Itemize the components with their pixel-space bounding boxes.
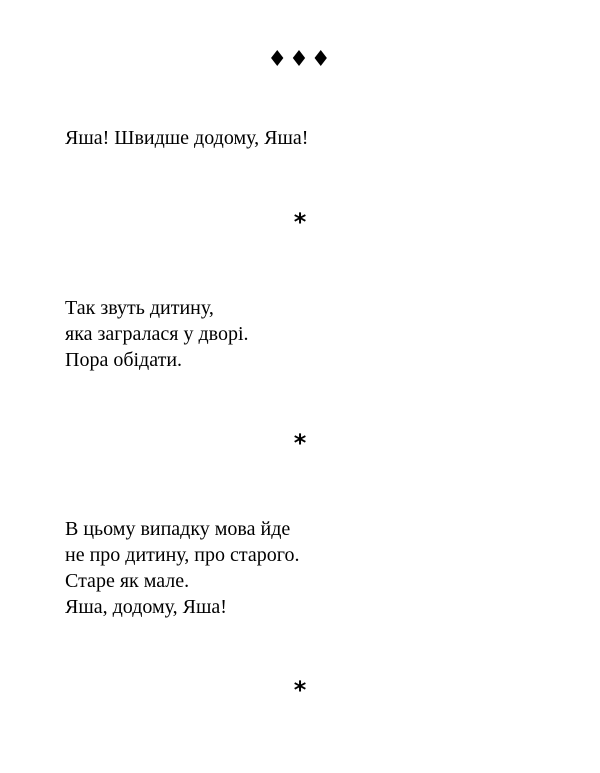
poem-line: Так звуть дитину, <box>65 297 214 319</box>
poem-line: не про дитину, про старого. <box>65 544 300 566</box>
poem-line: яка загралася у дворі. <box>65 323 249 345</box>
poem-line: Яша, додому, Яша! <box>65 596 227 618</box>
poem-line: Яша! Швидше додому, Яша! <box>65 127 309 149</box>
poem-line: Пора обідати. <box>65 349 183 371</box>
separator-asterisk: * <box>293 208 307 236</box>
poem-line: Старе як мале. <box>65 570 190 592</box>
separator-asterisk: * <box>293 429 307 457</box>
poem-line: В цьому випадку мова йде <box>65 518 291 540</box>
separator-asterisk: * <box>293 676 307 704</box>
ornament-diamonds: ♦♦♦ <box>267 47 333 72</box>
